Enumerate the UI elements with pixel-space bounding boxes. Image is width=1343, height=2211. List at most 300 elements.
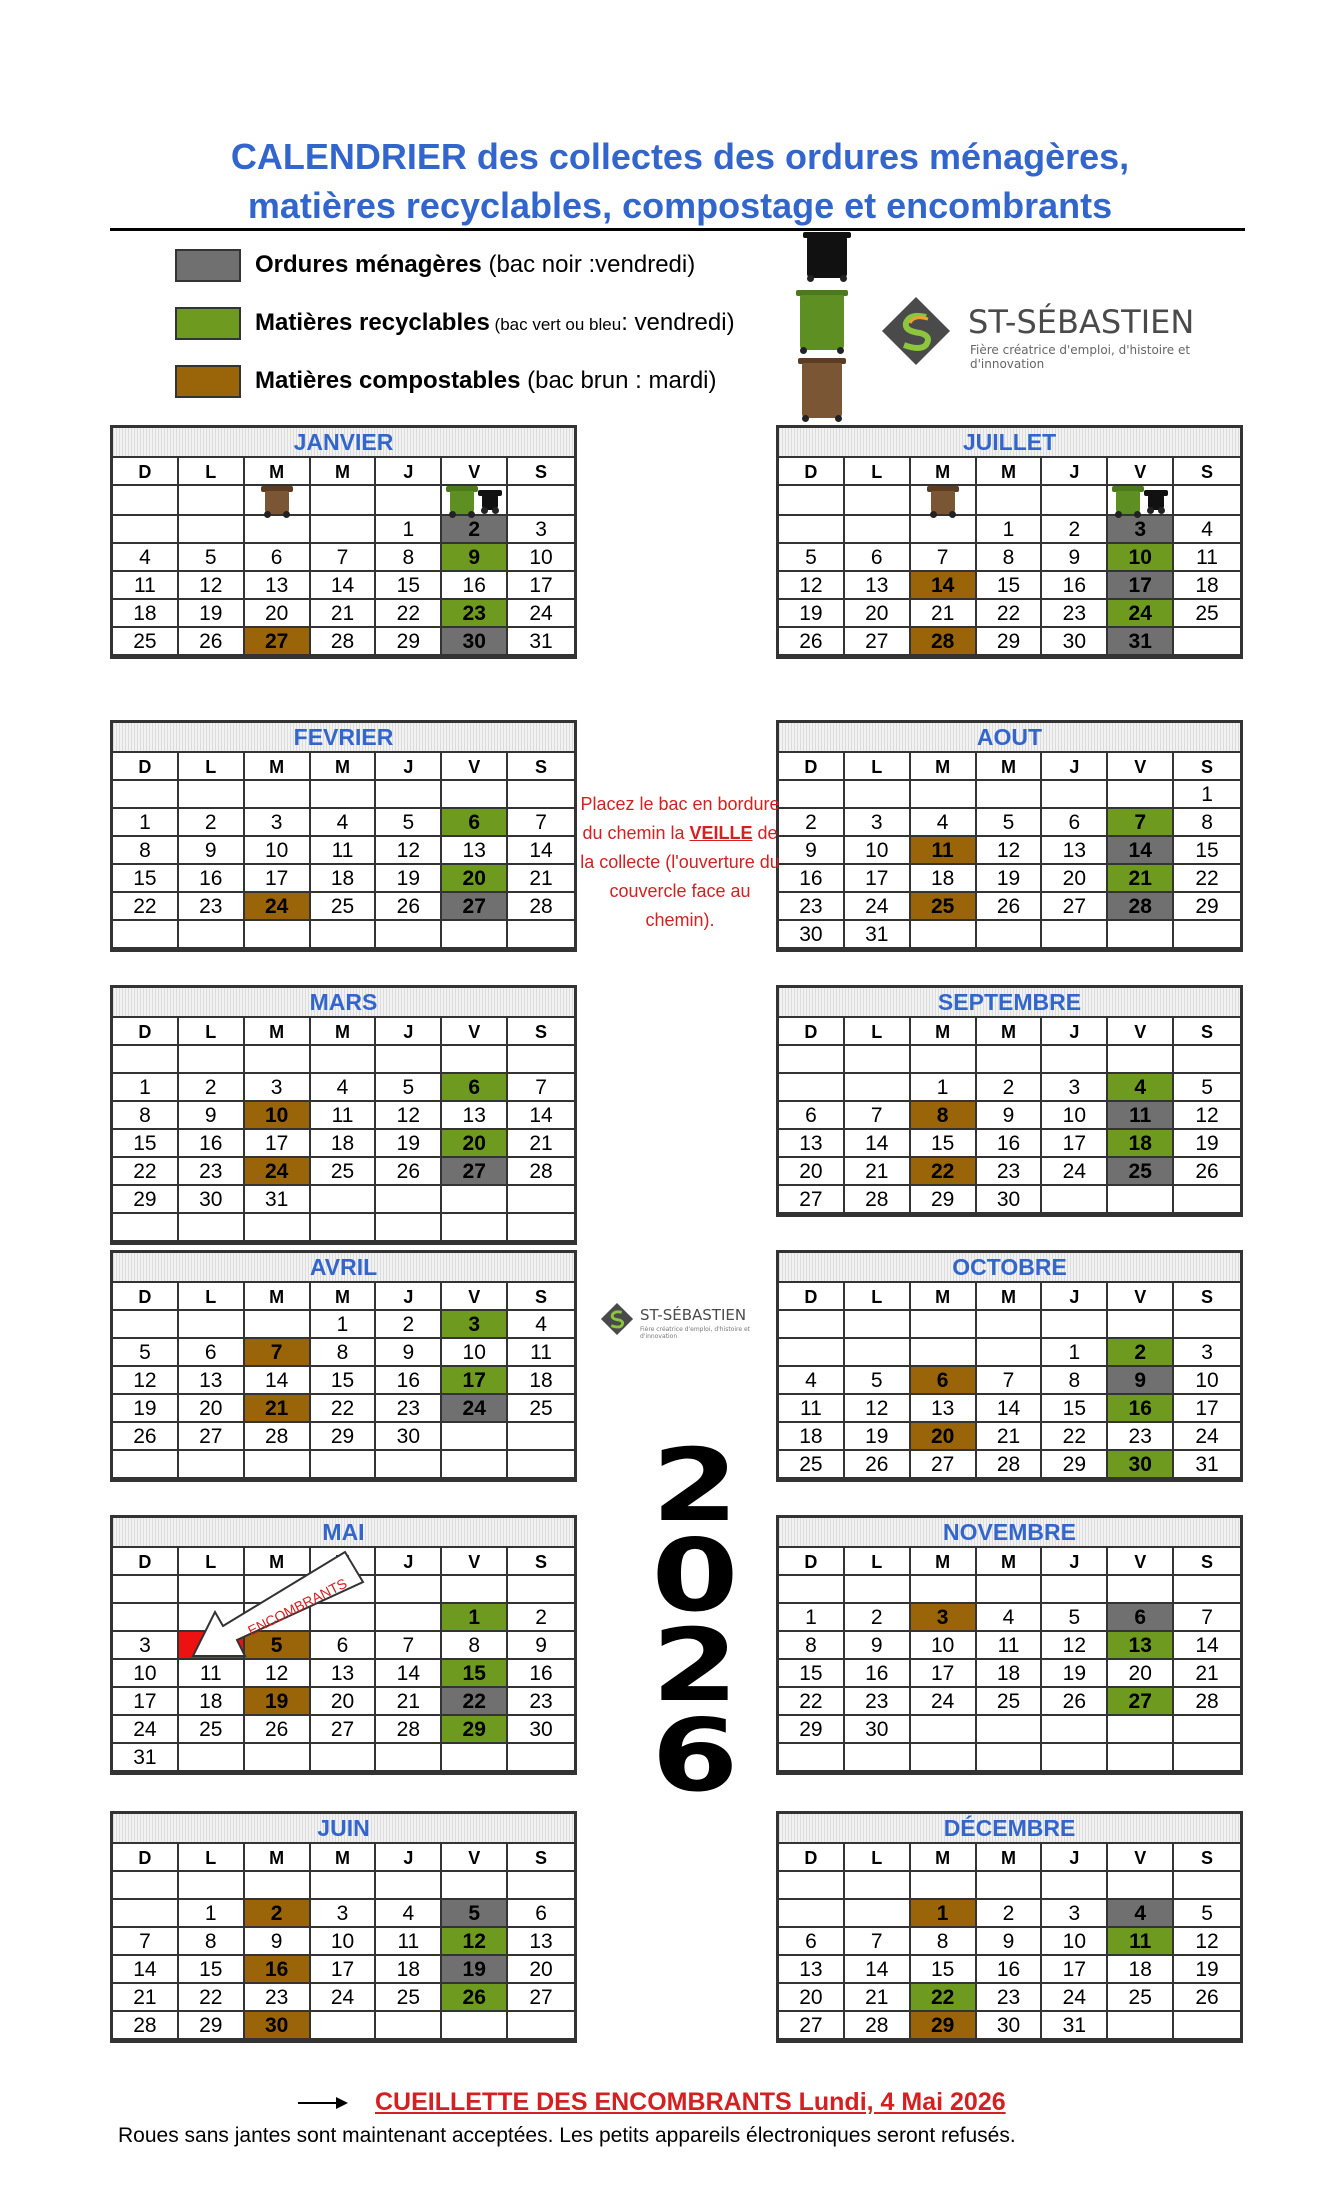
weekday-header: M: [977, 1018, 1043, 1046]
empty-cell: [845, 1074, 911, 1102]
day-cell: 28: [113, 2012, 179, 2040]
day-cell: 6: [442, 809, 508, 837]
day-cell: 25: [779, 1451, 845, 1479]
empty-cell: [779, 1311, 845, 1339]
day-cell: 14: [376, 1660, 442, 1688]
empty-cell: [245, 1046, 311, 1074]
empty-cell: [376, 1046, 442, 1074]
month-aout: [776, 720, 1243, 952]
empty-cell: [442, 1214, 508, 1242]
empty-cell: [1108, 1046, 1174, 1074]
day-cell: 14: [508, 837, 574, 865]
day-cell: 17: [845, 865, 911, 893]
day-cell: 4: [311, 809, 377, 837]
day-cell: 10: [311, 1928, 377, 1956]
footer-note: Roues sans jantes sont maintenant acceptées. Les petits appareils électroniques seront refusés.: [118, 2124, 1016, 2147]
day-cell: 12: [845, 1395, 911, 1423]
weekday-header: D: [113, 1844, 179, 1872]
day-cell: 21: [845, 1984, 911, 2012]
empty-cell: [508, 1451, 574, 1479]
empty-cell: [977, 921, 1043, 949]
day-cell: 1: [376, 516, 442, 544]
weekday-header: M: [977, 458, 1043, 486]
empty-cell: [113, 1451, 179, 1479]
day-cell: 14: [911, 572, 977, 600]
day-cell: 20: [1042, 865, 1108, 893]
empty-cell: [508, 781, 574, 809]
day-cell: 7: [508, 1074, 574, 1102]
legend-label: Matières compostables: [255, 367, 521, 394]
day-cell: 11: [1108, 1928, 1174, 1956]
day-cell: 27: [508, 1984, 574, 2012]
empty-cell: [1174, 1716, 1240, 1744]
day-cell: 8: [442, 1632, 508, 1660]
weekday-header: M: [245, 1018, 311, 1046]
weekday-header: M: [911, 458, 977, 486]
day-cell: 31: [1174, 1451, 1240, 1479]
empty-cell: [779, 1900, 845, 1928]
compost-swatch: [175, 365, 241, 398]
day-cell: 7: [1174, 1604, 1240, 1632]
weekday-header: V: [1108, 1018, 1174, 1046]
day-cell: 15: [779, 1660, 845, 1688]
month-grid: [113, 753, 574, 949]
empty-cell: [1042, 1744, 1108, 1772]
weekday-header: D: [779, 753, 845, 781]
empty-cell: [311, 921, 377, 949]
day-cell: 2: [977, 1074, 1043, 1102]
empty-cell: [1174, 921, 1240, 949]
weekday-header: V: [1108, 458, 1174, 486]
legend-compost: [175, 362, 717, 400]
day-cell: 30: [977, 1186, 1043, 1214]
weekday-header: S: [1174, 1844, 1240, 1872]
day-cell: 10: [508, 544, 574, 572]
day-cell: 17: [1042, 1956, 1108, 1984]
empty-cell: [113, 1311, 179, 1339]
day-cell: 18: [1108, 1956, 1174, 1984]
day-cell: 17: [508, 572, 574, 600]
empty-cell: [508, 1214, 574, 1242]
day-cell: 31: [1108, 628, 1174, 656]
weekday-header: J: [1042, 1018, 1108, 1046]
empty-cell: [1174, 1576, 1240, 1604]
empty-cell: [1108, 1716, 1174, 1744]
day-cell: 9: [1108, 1367, 1174, 1395]
day-cell: 11: [1174, 544, 1240, 572]
day-cell: 9: [508, 1632, 574, 1660]
weekday-header: M: [245, 1283, 311, 1311]
day-cell: 31: [508, 628, 574, 656]
month-title: JUIN: [113, 1814, 574, 1844]
day-cell: 29: [911, 1186, 977, 1214]
day-cell: 13: [779, 1956, 845, 1984]
day-cell: 29: [311, 1423, 377, 1451]
month-grid: [779, 753, 1240, 949]
weekday-header: S: [508, 1018, 574, 1046]
empty-cell: [911, 1339, 977, 1367]
day-cell: 23: [845, 1688, 911, 1716]
day-cell: 24: [1108, 600, 1174, 628]
day-cell: 25: [311, 893, 377, 921]
empty-cell: [245, 781, 311, 809]
day-cell: 9: [845, 1632, 911, 1660]
day-cell: 10: [1042, 1928, 1108, 1956]
day-cell: 14: [1174, 1632, 1240, 1660]
month-novembre: [776, 1515, 1243, 1775]
day-cell: 15: [311, 1367, 377, 1395]
day-cell: 26: [845, 1451, 911, 1479]
brown-bin-icon: [929, 486, 957, 518]
day-cell: 16: [1108, 1395, 1174, 1423]
day-cell: 5: [376, 809, 442, 837]
day-cell: 24: [245, 1158, 311, 1186]
legend-label: Ordures ménagères: [255, 251, 482, 278]
day-cell: 17: [1174, 1395, 1240, 1423]
day-cell: 19: [376, 1130, 442, 1158]
day-cell: 29: [779, 1716, 845, 1744]
empty-cell: [1174, 1872, 1240, 1900]
day-cell: 12: [376, 837, 442, 865]
month-title: FEVRIER: [113, 723, 574, 753]
day-cell: 10: [845, 837, 911, 865]
weekday-header: J: [1042, 1844, 1108, 1872]
day-cell: 14: [977, 1395, 1043, 1423]
garbage-swatch: [175, 249, 241, 282]
day-cell: 6: [911, 1367, 977, 1395]
legend-garbage: [175, 246, 695, 284]
day-cell: 22: [376, 600, 442, 628]
empty-cell: [179, 1451, 245, 1479]
day-cell: 16: [845, 1660, 911, 1688]
empty-cell: [245, 1451, 311, 1479]
black-bin-icon: [480, 490, 500, 514]
day-cell: 5: [1042, 1604, 1108, 1632]
empty-cell: [1108, 781, 1174, 809]
day-cell: 19: [442, 1956, 508, 1984]
empty-cell: [311, 1872, 377, 1900]
day-cell: 8: [1174, 809, 1240, 837]
empty-cell: [113, 1046, 179, 1074]
empty-cell: [311, 2012, 377, 2040]
empty-cell: [1174, 628, 1240, 656]
day-cell: 22: [911, 1984, 977, 2012]
weekday-header: J: [1042, 1283, 1108, 1311]
empty-cell: [179, 1214, 245, 1242]
note-after: de la collecte (l'ouverture du couvercle face au chemin).: [580, 823, 780, 930]
encombrants-arrow-icon: [185, 1548, 365, 1678]
empty-cell: [1042, 781, 1108, 809]
empty-cell: [911, 486, 977, 516]
month-grid: [113, 1844, 574, 2040]
empty-cell: [508, 1744, 574, 1772]
day-cell: 11: [113, 572, 179, 600]
day-cell: 26: [442, 1984, 508, 2012]
weekday-header: V: [1108, 753, 1174, 781]
empty-cell: [442, 1046, 508, 1074]
day-cell: 11: [977, 1632, 1043, 1660]
day-cell: 9: [245, 1928, 311, 1956]
black-bin-icon: [1146, 490, 1166, 514]
weekday-header: L: [845, 1548, 911, 1576]
empty-cell: [113, 1576, 179, 1604]
empty-cell: [779, 1074, 845, 1102]
legend-small: (bac vert ou bleu: [489, 315, 622, 334]
day-cell: 11: [179, 1660, 245, 1688]
day-cell: 19: [779, 600, 845, 628]
day-cell: 17: [442, 1367, 508, 1395]
footer-arrow-icon: [298, 2095, 348, 2111]
weekday-header: D: [779, 1844, 845, 1872]
day-cell: 29: [977, 628, 1043, 656]
day-cell: 19: [1174, 1130, 1240, 1158]
day-cell: 5: [977, 809, 1043, 837]
day-cell: 22: [911, 1158, 977, 1186]
day-cell: 15: [179, 1956, 245, 1984]
day-cell: 18: [311, 865, 377, 893]
day-cell: 6: [1108, 1604, 1174, 1632]
day-cell: 27: [442, 893, 508, 921]
day-cell: 5: [376, 1074, 442, 1102]
day-cell: 24: [442, 1395, 508, 1423]
day-cell: 30: [977, 2012, 1043, 2040]
day-cell: 2: [179, 809, 245, 837]
day-cell: 27: [845, 628, 911, 656]
month-grid: [779, 1283, 1240, 1479]
day-cell: 13: [442, 837, 508, 865]
day-cell: 3: [1042, 1074, 1108, 1102]
day-cell: 25: [1108, 1158, 1174, 1186]
weekday-header: S: [1174, 1018, 1240, 1046]
day-cell: 17: [911, 1660, 977, 1688]
green-bin-icon: [798, 290, 846, 354]
weekday-header: J: [376, 458, 442, 486]
day-cell: 5: [245, 1632, 311, 1660]
day-cell: 14: [311, 572, 377, 600]
empty-cell: [113, 781, 179, 809]
day-cell: 6: [1042, 809, 1108, 837]
legend-detail: (bac noir :vendredi): [481, 251, 696, 278]
day-cell: 29: [1042, 1451, 1108, 1479]
weekday-header: J: [376, 1018, 442, 1046]
day-cell: 21: [508, 1130, 574, 1158]
day-cell: 4: [911, 809, 977, 837]
month-title: SEPTEMBRE: [779, 988, 1240, 1018]
day-cell: 26: [977, 893, 1043, 921]
day-cell: 1: [779, 1604, 845, 1632]
day-cell: 2: [1042, 516, 1108, 544]
day-cell: 30: [245, 2012, 311, 2040]
day-cell: 2: [779, 809, 845, 837]
day-cell: 20: [245, 600, 311, 628]
day-cell: 7: [311, 544, 377, 572]
day-cell: 23: [376, 1395, 442, 1423]
empty-cell: [311, 486, 377, 516]
day-cell: 8: [779, 1632, 845, 1660]
month-grid: [779, 458, 1240, 656]
weekday-header: L: [179, 1283, 245, 1311]
day-cell: 28: [376, 1716, 442, 1744]
day-cell: 16: [1042, 572, 1108, 600]
day-cell: 23: [508, 1688, 574, 1716]
month-grid: [779, 1548, 1240, 1772]
empty-cell: [311, 516, 377, 544]
day-cell: 20: [845, 600, 911, 628]
empty-cell: [442, 1186, 508, 1214]
day-cell: 26: [179, 628, 245, 656]
logo-name: ST-SÉBASTIEN: [640, 1306, 747, 1324]
weekday-header: V: [442, 1844, 508, 1872]
day-cell: 20: [508, 1956, 574, 1984]
day-cell: 3: [508, 516, 574, 544]
empty-cell: [179, 921, 245, 949]
month-title: MAI: [113, 1518, 574, 1548]
empty-cell: [113, 1604, 179, 1632]
empty-cell: [311, 1214, 377, 1242]
day-cell: 31: [845, 921, 911, 949]
day-cell: 1: [113, 809, 179, 837]
day-cell: 9: [442, 544, 508, 572]
day-cell: 14: [508, 1102, 574, 1130]
day-cell: 16: [179, 865, 245, 893]
weekday-header: S: [508, 1548, 574, 1576]
month-title: JANVIER: [113, 428, 574, 458]
day-cell: 3: [1042, 1900, 1108, 1928]
day-cell: 4: [376, 1900, 442, 1928]
day-cell: 1: [911, 1074, 977, 1102]
day-cell: 25: [1108, 1984, 1174, 2012]
day-cell: 13: [1108, 1632, 1174, 1660]
day-cell: 18: [508, 1367, 574, 1395]
day-cell: 9: [977, 1102, 1043, 1130]
day-cell: 25: [508, 1395, 574, 1423]
day-cell: 1: [1174, 781, 1240, 809]
day-cell: 19: [179, 600, 245, 628]
month-grid: [113, 1283, 574, 1479]
weekday-header: M: [311, 753, 377, 781]
day-cell: 24: [508, 600, 574, 628]
empty-cell: [376, 781, 442, 809]
day-cell: 12: [376, 1102, 442, 1130]
day-cell: 9: [376, 1339, 442, 1367]
day-cell: 19: [376, 865, 442, 893]
day-cell: 20: [911, 1423, 977, 1451]
empty-cell: [779, 486, 845, 516]
day-cell: 20: [1108, 1660, 1174, 1688]
weekday-header: J: [1042, 753, 1108, 781]
empty-cell: [442, 1576, 508, 1604]
empty-cell: [1042, 1046, 1108, 1074]
weekday-header: M: [311, 458, 377, 486]
empty-cell: [376, 1576, 442, 1604]
day-cell: 13: [845, 572, 911, 600]
weekday-header: V: [1108, 1283, 1174, 1311]
empty-cell: [442, 1451, 508, 1479]
day-cell: 3: [1174, 1339, 1240, 1367]
day-cell: 7: [845, 1928, 911, 1956]
placement-note: [580, 790, 780, 935]
empty-cell: [911, 1872, 977, 1900]
empty-cell: [245, 486, 311, 516]
day-cell: 28: [508, 1158, 574, 1186]
empty-cell: [911, 781, 977, 809]
day-cell: 28: [1174, 1688, 1240, 1716]
day-cell: 2: [442, 516, 508, 544]
weekday-header: D: [113, 1018, 179, 1046]
day-cell: 3: [845, 809, 911, 837]
day-cell: 7: [845, 1102, 911, 1130]
day-cell: 3: [245, 1074, 311, 1102]
empty-cell: [1108, 1576, 1174, 1604]
day-cell: 14: [1108, 837, 1174, 865]
weekday-header: J: [376, 1548, 442, 1576]
day-cell: 6: [311, 1632, 377, 1660]
legend-detail: : vendredi): [621, 309, 735, 336]
day-cell: 17: [245, 865, 311, 893]
day-cell: 22: [779, 1688, 845, 1716]
day-cell: 11: [911, 837, 977, 865]
day-cell: 18: [977, 1660, 1043, 1688]
day-cell: 16: [179, 1130, 245, 1158]
month-title: AOUT: [779, 723, 1240, 753]
empty-cell: [911, 1046, 977, 1074]
day-cell: 12: [1174, 1928, 1240, 1956]
note-before: Placez le bac en bordure du chemin la: [580, 794, 780, 843]
empty-cell: [179, 1311, 245, 1339]
green-bin-icon: [448, 486, 476, 518]
day-cell: 28: [1108, 893, 1174, 921]
day-cell: 7: [977, 1367, 1043, 1395]
weekday-header: D: [113, 1283, 179, 1311]
day-cell: 20: [779, 1158, 845, 1186]
title-divider: [110, 228, 1245, 231]
day-cell: 27: [911, 1451, 977, 1479]
day-cell: 30: [442, 628, 508, 656]
day-cell: 11: [508, 1339, 574, 1367]
day-cell: 13: [179, 1367, 245, 1395]
weekday-header: V: [442, 1548, 508, 1576]
empty-cell: [845, 1872, 911, 1900]
day-cell: 2: [179, 1074, 245, 1102]
empty-cell: [977, 1872, 1043, 1900]
empty-cell: [977, 1311, 1043, 1339]
day-cell: 17: [1108, 572, 1174, 600]
day-cell: 5: [179, 544, 245, 572]
weekday-header: J: [1042, 1548, 1108, 1576]
day-cell: 25: [376, 1984, 442, 2012]
empty-cell: [179, 1744, 245, 1772]
day-cell: 27: [442, 1158, 508, 1186]
day-cell: 23: [442, 600, 508, 628]
weekday-header: D: [779, 1548, 845, 1576]
weekday-header: M: [977, 1548, 1043, 1576]
day-cell: 8: [911, 1928, 977, 1956]
empty-cell: [779, 1744, 845, 1772]
day-cell: 16: [779, 865, 845, 893]
day-cell: 31: [1042, 2012, 1108, 2040]
page-title-line-1: CALENDRIER des collectes des ordures ménagères,: [230, 136, 1130, 177]
day-cell: 23: [245, 1984, 311, 2012]
weekday-header: M: [911, 1283, 977, 1311]
day-cell: 14: [845, 1956, 911, 1984]
empty-cell: [977, 1716, 1043, 1744]
month-juillet: [776, 425, 1243, 659]
weekday-header: J: [1042, 458, 1108, 486]
day-cell: 17: [245, 1130, 311, 1158]
month-title: OCTOBRE: [779, 1253, 1240, 1283]
empty-cell: [442, 1872, 508, 1900]
day-cell: 12: [1174, 1102, 1240, 1130]
